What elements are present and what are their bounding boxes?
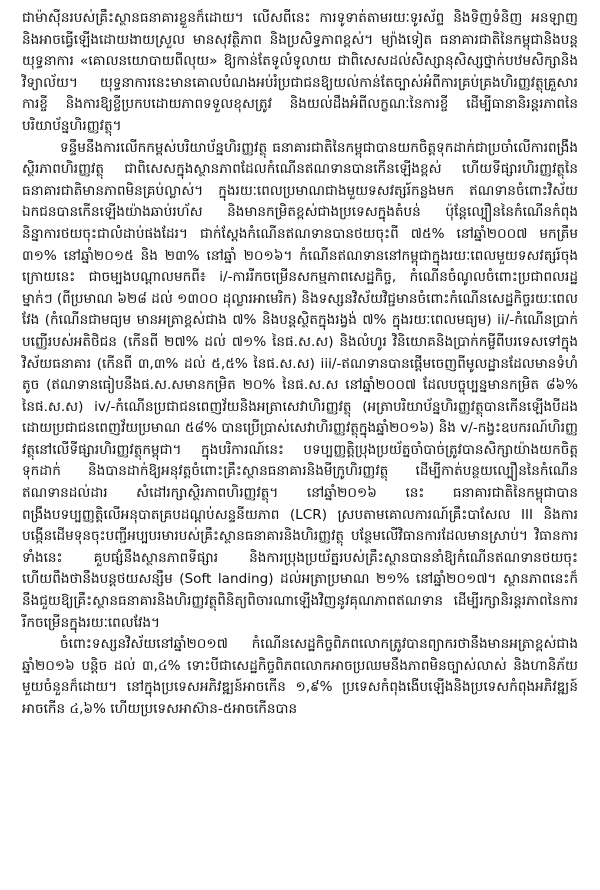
paragraph-2: ទន្ទឹមនឹងការលើកកម្ពស់បរិយាប័ន្នហិរញ្ញវត្ថុ ធនាគារជាតិនៃកម្ពុជាបានយកចិត្តទុកដាក់ជាប្រចាំលើការពង្រឹងស្ថិរភាពហិរញ្ញវត្ថុ ជាពិសេសក្នុងស្ថានភាពដែលកំណើនឥណទានបានកើនឡើងខ្ពស់ ហើយទីផ្សារហិរញ្ញវត្ថុនៃធនាគារជាតិមានភាពមិនគ្រប់ល្លាស់។ ក្នុងរយៈពេលប្រមាណជាងមួយទសវត្សរ៍កន្លងមក ឥណទានចំពោះវិស័យឯកជនបានកើនឡើងយ៉ាងឆាប់រហ័ស និងមានកម្រិតខ្ពស់ជាងប្រទេសក្នុងតំបន់ ប៉ុន្តែល្បឿននៃកំណើនកំពុងនិន្នាការថយចុះជាលំដាប់ផងដែរ។ ជាក់ស្តែងកំណើនឥណទានបានថយចុះពី ៧៥% នៅឆ្នាំ២០០៧ មកត្រឹម ៣១% នៅឆ្នាំ២០១៥ និង ២៣% នៅឆ្នាំ ២០១៦។ កំណើនឥណទាននៅកម្ពុជាក្នុងរយៈពេលមួយទសវត្សរ៍ចុងក្រោយនេះ ជាចម្បងបណ្តាលមកពី៖ i/-ការរីកចម្រើនសកម្មភាពសេដ្ឋកិច្ច, កំណើនចំណូលចំពោះប្រជាពលរដ្ឋម្នាក់ៗ (ពីប្រមាណ ៦២៨ ដល់ ១៣០០ ដុល្លារអាមេរិក) និងទស្សនវិស័យវិជ្ជមានចំពោះកំណើនសេដ្ឋកិច្ចរយៈពេលវែង (កំណើនជាមធ្យម មានអត្រាខ្ពស់ជាង ៧% និងបន្ដស្ថិតក្នុងរង្វង់ ៧% ក្នុងរយៈពេលមធ្យម) ii/-កំណើនប្រាក់បញ្ញើរបស់អតិថិជន (កើនពី ២៧% ដល់ ៧១% នៃផ.ស.ស) និងលំហូរ វិនិយោគនិងប្រាក់កម្ចីពីបរទេសទៅក្នុងវិស័យធនាគារ (កើនពី ៣,៣% ដល់ ៥,៥% នៃផ.ស.ស) iii/-ឥណទានបានផ្តើមចេញពីមូលដ្ឋានដែលមានទំហំតូច (ឥណទានធៀបនឹងផ.ស.សមានកម្រិត ២០% នៃផ.ស.ស នៅឆ្នាំ២០០៧ ដែលបច្ចុប្បន្នមានកម្រិត ៨៦% នៃផ.ស.ស) iv/-កំណើនប្រជាជនពេញវ័យនិងអត្រាសេវាហិរញ្ញវត្ថុ (អត្រាបរិយាប័ន្នហិរញ្ញវត្ថុបានកើនឡើងបីដង ដោយប្រជាជនពេញវ័យប្រមាណ ៥៨% បានប្រើប្រាស់សេវាហិរញ្ញវត្ថុក្នុងឆ្នាំ២០១៦) និង v/-កង្វះឧបករណ៍ហិរញ្ញវត្ថុនៅលើទីផ្សារហិរញ្ញវត្ថុកម្ពុជា។ ក្នុងបរិការណ៍នេះ បទប្បញ្ញត្តិប្រុងប្រយ័ត្នចាំបាច់ត្រូវបានសិក្សាយ៉ាងយកចិត្តទុកដាក់ និងបានដាក់ឱ្យអនុវត្តចំពោះគ្រឹះស្ថានធនាគារនិងមីក្រូហិរញ្ញវត្ថុ ដើម្បីកាត់បន្ថយល្បឿននៃកំណើនឥណទានដល់ដារ សំដៅរក្សាស្ថិរភាពហិរញ្ញវត្ថុ។ នៅឆ្នាំ២០១៦ នេះ ធនាគារជាតិនៃកម្ពុជាបានពង្រឹងបទប្បញ្ញត្តិលើអនុបាតគ្របដណ្តប់សន្ទនីយភាព (LCR) ស្របតាមគោលការណ៍គ្រឹះបាសែល III និងការបង្កើនដើមទុនចុះបញ្ជីអប្បបរមារបស់គ្រឹះស្ថានធនាគារនិងហិរញ្ញវត្ថុ បន្ថែមលើវិធានការដែលមានស្រាប់។ វិធានការទាំងនេះ គួបផ្សំនឹងស្ថានភាពទីផ្សារ និងការប្រុងប្រយ័ត្នរបស់គ្រឹះស្ថានបាននាំឱ្យកំណើនឥណទានថយចុះ ហើយពឹងថានឹងបន្តថយសន្សឹម (Soft landing) ដល់អត្រាប្រមាណ ២១% នៅឆ្នាំ២០១៧។ ស្ថានភាពនេះក៏នឹងជួយឱ្យគ្រឹះស្ថានធនាគារនិងហិរញ្ញវត្ថុពិនិត្យពិចារណាឡើងវិញនូវគុណភាពឥណទាន ដើម្បីរក្សានិរន្តរភាពនៃការរីកចម្រើនក្នុងរយៈពេលវែង។ <box>22 139 578 631</box>
paragraph-3: ចំពោះទស្សនវិស័យនៅឆ្នាំ២០១៧ កំណើនសេដ្ឋកិច្ចពិភពលោកត្រូវបានព្យាករថានឹងមានអត្រាខ្ពស់ជាងឆ្នាំ២០១៦ បន្តិច ដល់ ៣,៤% ទោះបីជាសេដ្ឋកិច្ចពិភពលោកអាចប្រឈមនឹងភាពមិនច្បាស់លាស់ និងហានិភ័យមួយចំនួនក៏ដោយ។ នៅក្នុងប្រទេសអភិវឌ្ឍន៍អាចកើន ១,៩% ប្រទេសកំពុងងើបឡើងនិងប្រទេសកំពុងអភិវឌ្ឍន៍អាចកើន ៤,៦% ហើយប្រទេសអាស៊ាន-៥អាចកើនបាន <box>22 636 578 717</box>
document-body <box>22 8 578 721</box>
paragraph-1: ជាម៉ាស៊ីនរបស់គ្រឹះស្ថានធនាគារខ្លួនក៏ដោយ។ លើសពីនេះ ការទូទាត់តាមរយៈទូរស័ព្ទ និងទិញទំនិញ អនឡាញ និងអាចធ្វើឡើងដោយងាយស្រួល មានសុវត្ថិភាព និងប្រសិទ្ធភាពខ្ពស់។ ម្យ៉ាងទៀត ធនាគារជាតិនៃកម្ពុជានិងបន្តយុទ្ធនាការ «គោលនយោបាយពីលុយ» ឱ្យកាន់តែទូលំទូលាយ ជាពិសេសដល់សិស្សានុសិស្សថ្នាក់បឋមសិក្សានិងវិទ្យាល័យ។ យុទ្ធនាការនេះមានគោលបំណងអប់រំប្រជាជនឱ្យយល់កាន់តែច្បាស់អំពីការគ្រប់គ្រងហិរញ្ញវត្ថុគ្រួសារ ការខ្ចី និងការឱ្យខ្ចីប្រកបដោយភាពទទួលខុសត្រូវ និងយល់ដឹងអំពីលក្ខណៈនៃការខ្ចី ដើម្បីធានានិរន្តរភាពនៃបរិយាប័ន្នហិរញ្ញវត្ថុ។ <box>22 10 578 134</box>
